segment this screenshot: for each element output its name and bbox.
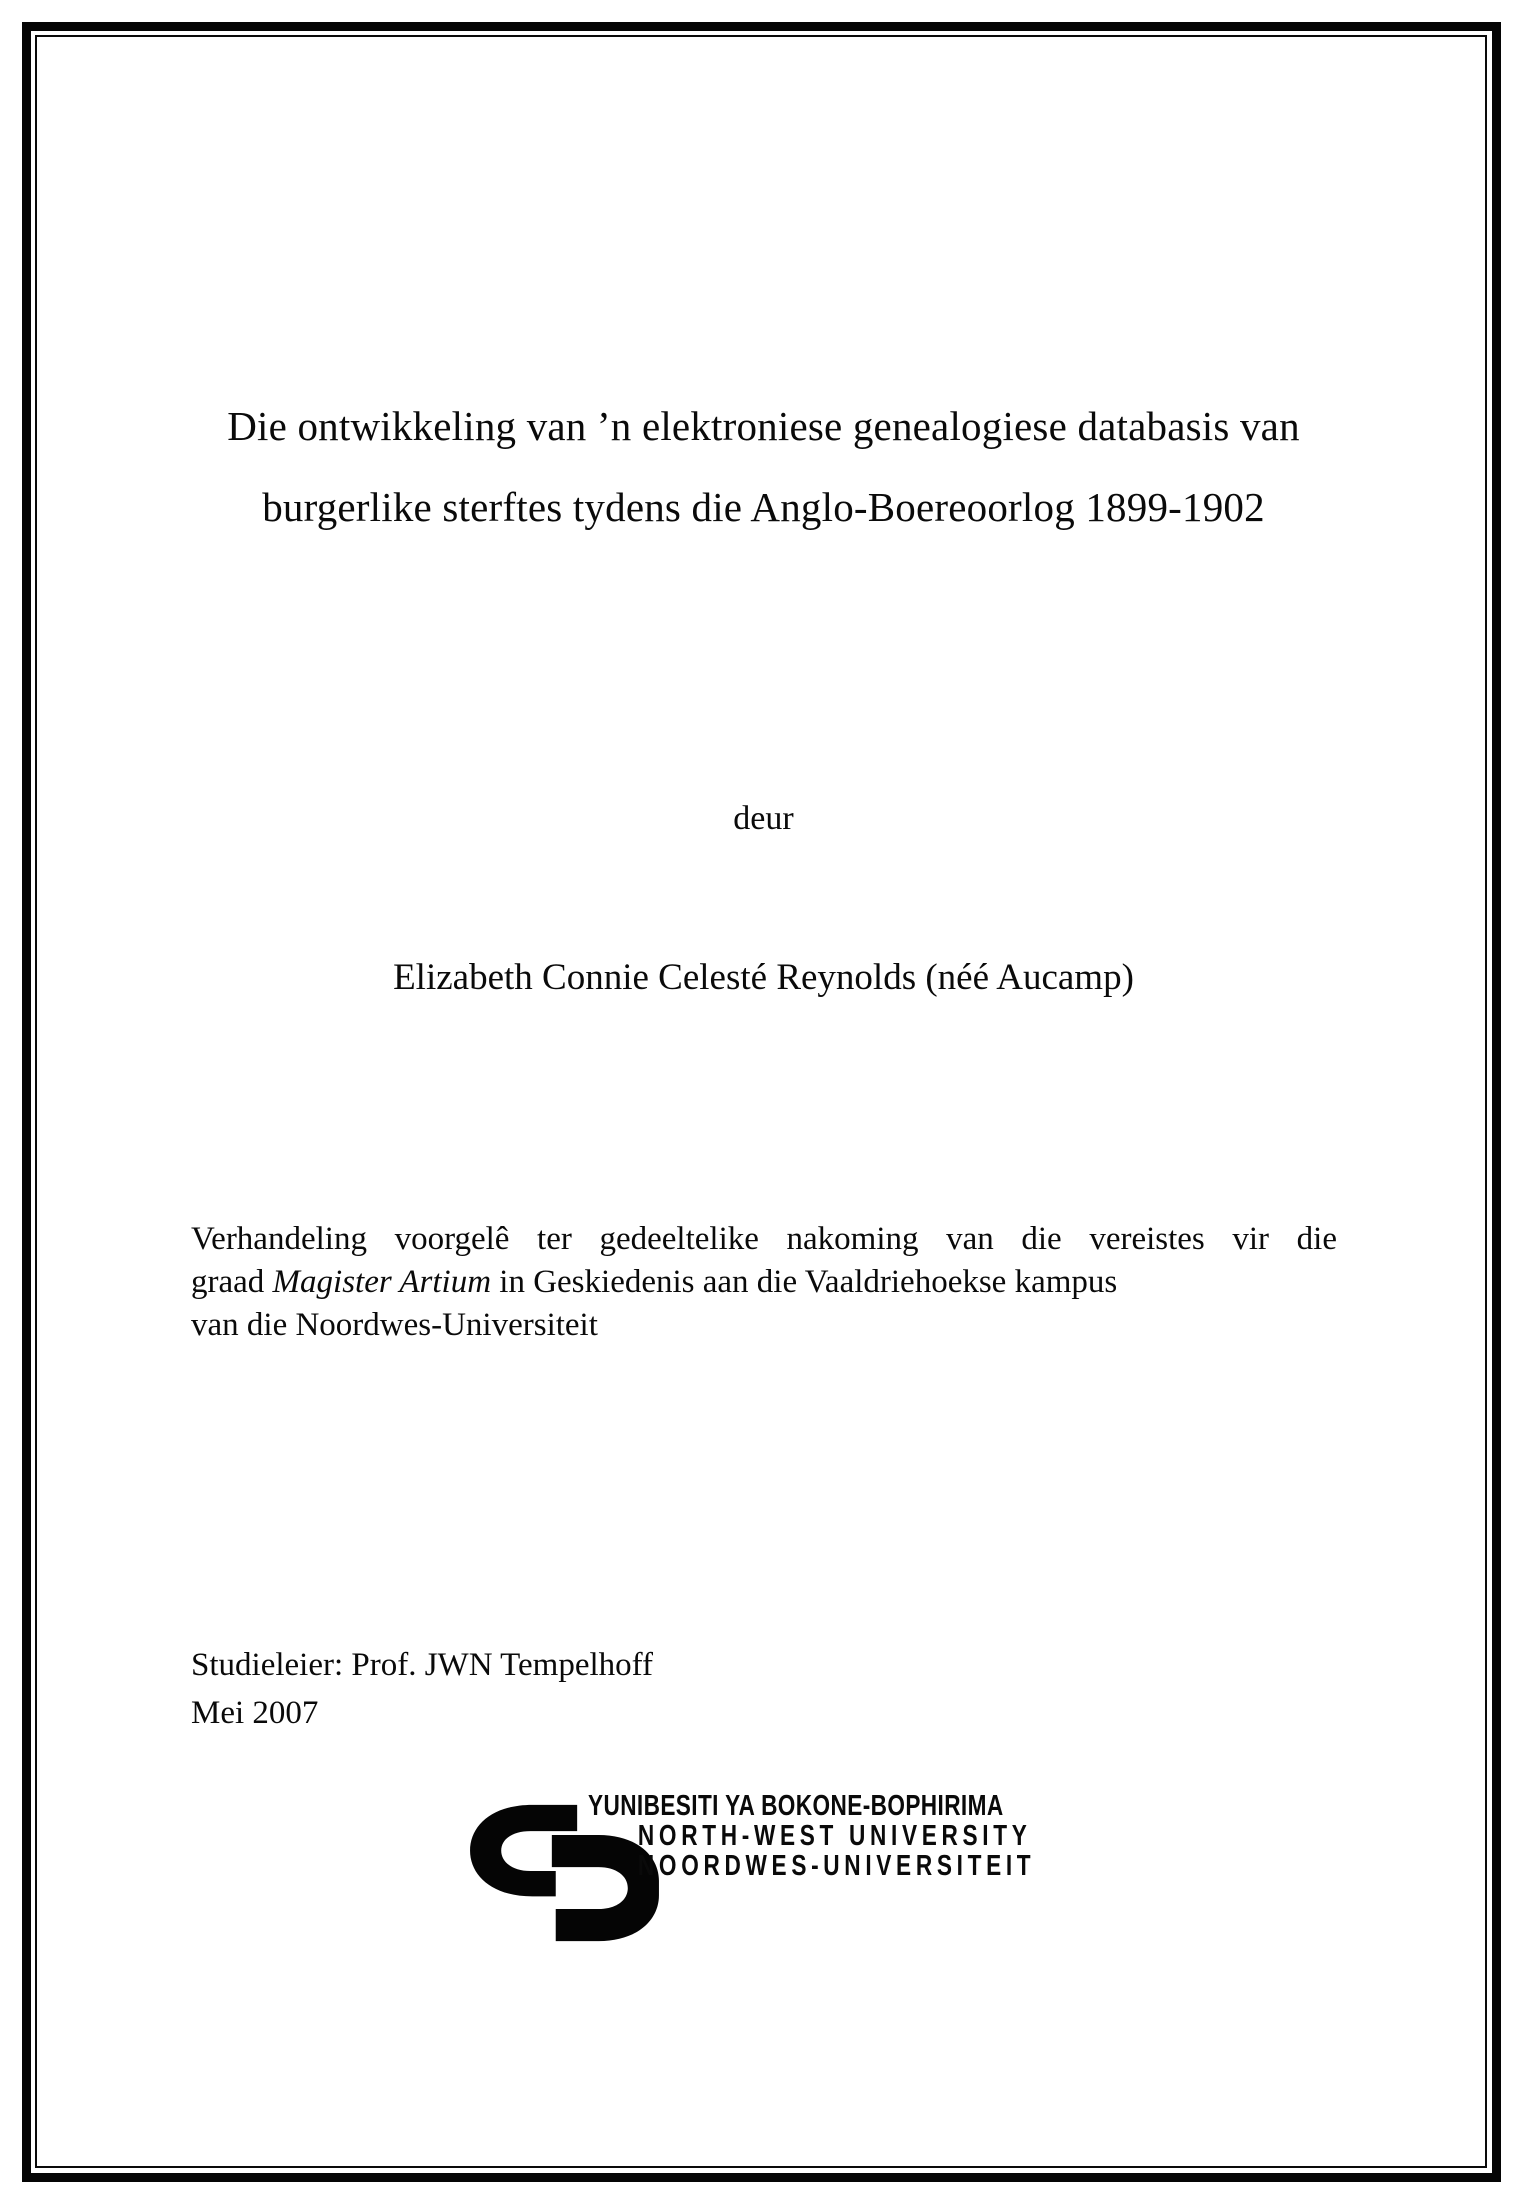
declaration-line2-pre: graad [191, 1264, 265, 1300]
declaration-line2-post: in Geskiedenis aan die Vaaldriehoekse kampus [499, 1264, 1118, 1300]
supervisor-line: Studieleier: Prof. JWN Tempelhoff [191, 1647, 654, 1683]
thesis-title [186, 386, 1341, 548]
byline-label: deur [733, 800, 794, 837]
supervisor-block [191, 1641, 653, 1737]
thesis-title-line2: burgerlike sterftes tydens die Anglo-Boereoorlog 1899-1902 [262, 484, 1265, 530]
declaration-line3: van die Noordwes-Universiteit [191, 1307, 598, 1343]
date-line: Mei 2007 [191, 1695, 319, 1731]
author-name: Elizabeth Connie Celesté Reynolds (néé Aucamp) [393, 957, 1134, 998]
thesis-title-line1: Die ontwikkeling van ’n elektroniese genealogiese databasis van [227, 403, 1300, 449]
logo-text-setswana: YUNIBESITI YA BOKONE-BOPHIRIMA [588, 1790, 1004, 1822]
logo-text-afrikaans: NOORDWES-UNIVERSITEIT [637, 1850, 1036, 1882]
logo-text-english: NORTH-WEST UNIVERSITY [637, 1820, 1032, 1852]
degree-declaration [191, 1218, 1337, 1347]
declaration-line2 [191, 1261, 1337, 1304]
university-logo-text [588, 1791, 1035, 1881]
declaration-degree-name: Magister Artium [272, 1264, 492, 1300]
declaration-line1: Verhandeling voorgelê ter gedeeltelike nakoming van die vereistes vir die [191, 1221, 1337, 1257]
